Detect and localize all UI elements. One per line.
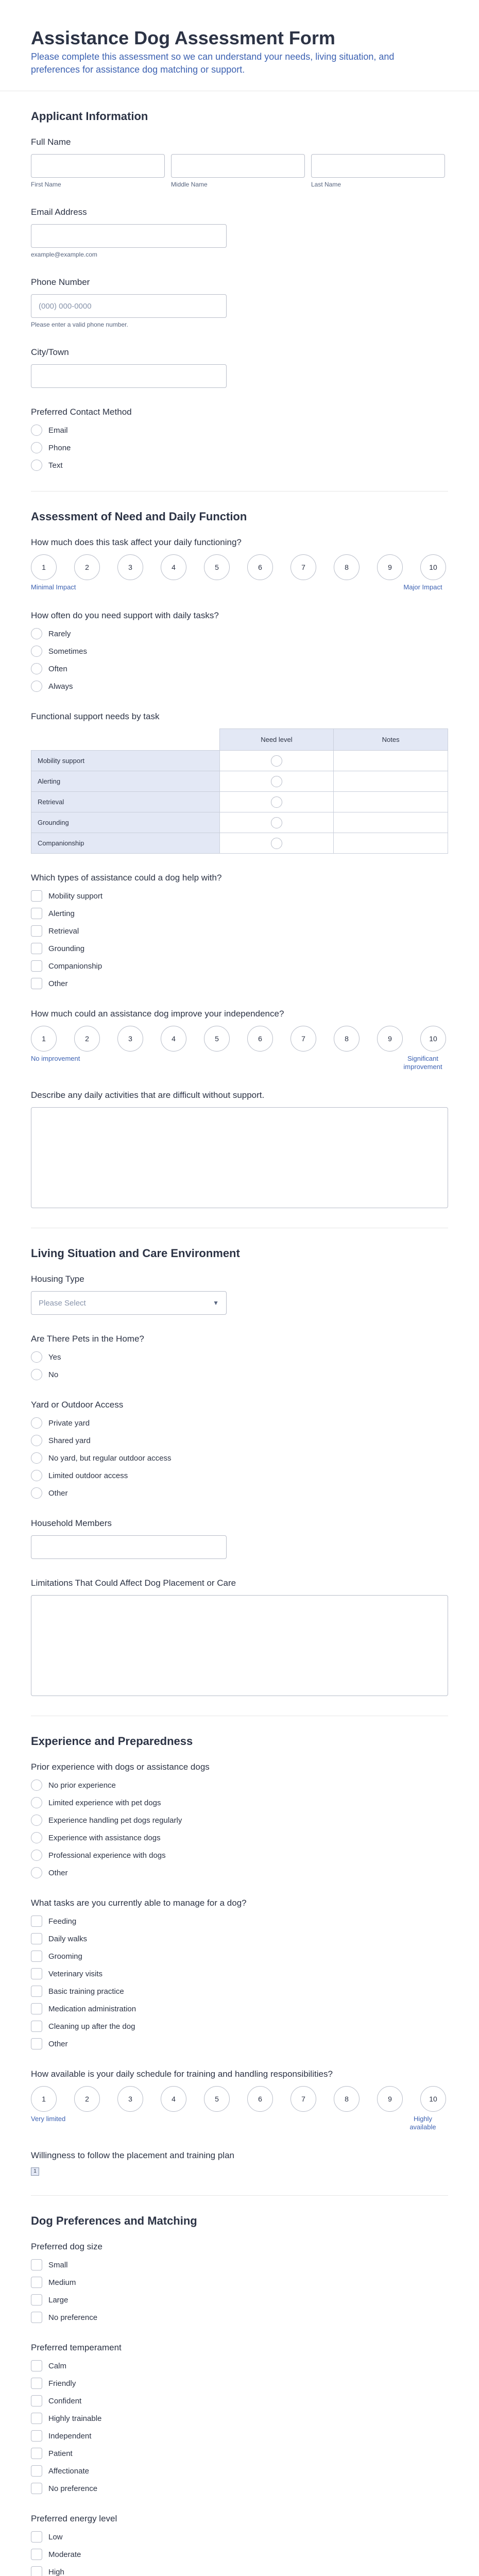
checkbox-label: Grooming: [48, 1952, 82, 1961]
checkbox-label: Retrieval: [48, 926, 79, 936]
radio-option[interactable]: [31, 645, 448, 657]
scale-button[interactable]: 9: [377, 2086, 403, 2112]
size-label: Preferred dog size: [31, 2242, 102, 2251]
chevron-down-icon: ▼: [213, 1299, 219, 1307]
describe-textarea[interactable]: [31, 1107, 448, 1208]
radio-label: Phone: [48, 443, 71, 452]
scale-button[interactable]: 3: [117, 1026, 143, 1052]
radio-circle[interactable]: [31, 1850, 42, 1861]
section-title-applicant: Applicant Information: [31, 110, 148, 123]
matrix-radio[interactable]: [271, 776, 282, 787]
checkbox[interactable]: [31, 2531, 42, 2543]
checkbox-option[interactable]: [31, 1915, 448, 1927]
checkbox-option[interactable]: [31, 2038, 448, 2050]
scale-button[interactable]: 6: [247, 2086, 273, 2112]
checkbox-option[interactable]: [31, 2020, 448, 2032]
checkbox-label: Basic training practice: [48, 1987, 124, 1996]
checkbox[interactable]: [31, 943, 42, 954]
scale-button[interactable]: 6: [247, 1026, 273, 1052]
middle-name-sublabel: Middle Name: [171, 181, 208, 188]
checkbox[interactable]: [31, 925, 42, 937]
pets-label: Are There Pets in the Home?: [31, 1334, 144, 1344]
radio-circle[interactable]: [31, 1832, 42, 1843]
radio-label: Always: [48, 682, 73, 691]
checkbox-label: Daily walks: [48, 1934, 88, 1943]
radio-option[interactable]: [31, 442, 448, 454]
housing-select[interactable]: [31, 1291, 227, 1315]
matrix-notes-cell[interactable]: [334, 771, 448, 792]
full-name-label: Full Name: [31, 137, 71, 147]
matrix-row: [31, 792, 448, 812]
scale-rating: [31, 554, 448, 580]
matrix-notes-cell[interactable]: [334, 751, 448, 771]
checkbox-option[interactable]: [31, 2566, 448, 2576]
last-name-input[interactable]: [311, 154, 445, 178]
energy-field: [31, 2513, 448, 2576]
radio-circle[interactable]: [31, 1780, 42, 1791]
radio-label: Sometimes: [48, 647, 88, 656]
radio-option[interactable]: [31, 628, 448, 640]
radio-circle[interactable]: [31, 1369, 42, 1380]
scale-button[interactable]: 2: [74, 554, 100, 580]
schedule-field: [31, 2069, 448, 2131]
checkbox[interactable]: [31, 978, 42, 989]
radio-option[interactable]: [31, 1814, 448, 1826]
radio-circle[interactable]: [31, 663, 42, 674]
phone-sublabel: Please enter a valid phone number.: [31, 321, 128, 328]
section-title-needs: Assessment of Need and Daily Function: [31, 510, 247, 523]
checkbox-option[interactable]: [31, 2360, 448, 2372]
matrix-column-header: Need level: [219, 729, 334, 751]
radio-circle[interactable]: [31, 1417, 42, 1429]
describe-field: [31, 1090, 448, 1208]
scale-max-label: Significant improvement: [403, 1055, 442, 1071]
scale-button[interactable]: 8: [334, 554, 360, 580]
matrix-row-label: Retrieval: [31, 792, 220, 812]
radio-label: Limited experience with pet dogs: [48, 1798, 161, 1807]
scale-min-label: Very limited: [31, 2115, 66, 2123]
checkbox[interactable]: [31, 2259, 42, 2270]
checkbox[interactable]: [31, 2566, 42, 2576]
tasks-label: What tasks are you currently able to manage for a dog?: [31, 1898, 247, 1908]
form-header: [0, 0, 479, 91]
checkbox-option[interactable]: [31, 890, 448, 902]
checkbox[interactable]: [31, 2038, 42, 2049]
checkbox-option[interactable]: [31, 2430, 448, 2442]
household-field: [31, 1518, 448, 1559]
needs-section: [31, 492, 448, 1228]
temperament-label: Preferred temperament: [31, 2343, 122, 2352]
phone-input[interactable]: (000) 000-0000: [31, 294, 227, 318]
checkbox-label: Large: [48, 2295, 69, 2304]
preferences-section: [31, 2196, 448, 2576]
radio-circle[interactable]: [31, 1797, 42, 1808]
radio-option[interactable]: [31, 1351, 448, 1363]
checkbox[interactable]: [31, 908, 42, 919]
temperament-field: [31, 2342, 448, 2495]
radio-option[interactable]: [31, 1417, 448, 1429]
checkbox-label: Affectionate: [48, 2466, 89, 2476]
checkbox-label: No preference: [48, 2484, 98, 2493]
scale-button[interactable]: 1: [31, 554, 57, 580]
radio-circle[interactable]: [31, 1815, 42, 1826]
radio-option[interactable]: [31, 1368, 448, 1381]
scale-rating: [31, 2086, 448, 2112]
city-input[interactable]: [31, 364, 227, 388]
section-title-living: Living Situation and Care Environment: [31, 1247, 240, 1260]
radio-label: Private yard: [48, 1418, 90, 1428]
checkbox[interactable]: [31, 1968, 42, 1979]
checkbox-label: High: [48, 2567, 64, 2576]
radio-option[interactable]: [31, 1452, 448, 1464]
matrix-radio[interactable]: [271, 755, 282, 767]
describe-label: Describe any daily activities that are difficult without support.: [31, 1090, 265, 1100]
checkbox-label: Veterinary visits: [48, 1969, 103, 1978]
checkbox-option[interactable]: [31, 960, 448, 972]
checkbox-option[interactable]: [31, 2311, 448, 2324]
checkbox[interactable]: [31, 1933, 42, 1944]
radio-label: No: [48, 1370, 59, 1379]
radio-option[interactable]: [31, 1797, 448, 1809]
applicant-section: [31, 91, 448, 492]
checkbox-label: Independent: [48, 2431, 92, 2441]
radio-label: Rarely: [48, 629, 71, 638]
yard-label: Yard or Outdoor Access: [31, 1400, 124, 1410]
radio-option[interactable]: [31, 680, 448, 692]
scale-button[interactable]: 7: [290, 2086, 316, 2112]
phone-field: [31, 277, 448, 328]
checkbox-label: Mobility support: [48, 891, 103, 901]
housing-select-placeholder: Please Select: [39, 1298, 86, 1308]
scale-button[interactable]: 9: [377, 1026, 403, 1052]
scale-min-label: Minimal Impact: [31, 583, 76, 591]
scale-button[interactable]: 9: [377, 554, 403, 580]
matrix-row-label: Companionship: [31, 833, 220, 854]
size-field: [31, 2241, 448, 2324]
scale-button[interactable]: 5: [204, 554, 230, 580]
radio-option[interactable]: [31, 1849, 448, 1861]
radio-label: No prior experience: [48, 1781, 116, 1790]
scale-button[interactable]: 5: [204, 2086, 230, 2112]
radio-circle[interactable]: [31, 1470, 42, 1481]
scale-button[interactable]: 2: [74, 2086, 100, 2112]
scale-button[interactable]: 7: [290, 554, 316, 580]
scale-button[interactable]: 10: [420, 554, 446, 580]
radio-option[interactable]: [31, 1434, 448, 1447]
checkbox[interactable]: [31, 2413, 42, 2424]
checkbox-option[interactable]: [31, 2548, 448, 2561]
scale-button[interactable]: 5: [204, 1026, 230, 1052]
checkbox-option[interactable]: [31, 2276, 448, 2289]
scale-button[interactable]: 4: [161, 554, 186, 580]
radio-circle[interactable]: [31, 442, 42, 453]
checkbox-label: Moderate: [48, 2550, 81, 2559]
checkbox-label: Highly trainable: [48, 2414, 102, 2423]
scale-max-label: Highly available: [409, 2115, 436, 2131]
radio-label: Yes: [48, 1352, 61, 1362]
radio-label: Email: [48, 426, 68, 435]
checkbox-label: Cleaning up after the dog: [48, 2022, 135, 2031]
checkbox-label: Other: [48, 979, 68, 988]
matrix-column-header: Notes: [334, 729, 448, 751]
housing-field: [31, 1274, 448, 1315]
living-section: [31, 1228, 448, 1716]
email-sublabel: example@example.com: [31, 251, 97, 258]
first-name-input[interactable]: [31, 154, 165, 178]
limitations-field: [31, 1578, 448, 1696]
matrix-row: [31, 771, 448, 792]
scale-button[interactable]: 1: [31, 2086, 57, 2112]
improve-field: [31, 1008, 448, 1071]
radio-label: Other: [48, 1488, 68, 1498]
form-subtitle: Please complete this assessment so we can understand your needs, living situation, and preferences for assistance dog matching or support.: [31, 52, 395, 75]
matrix-notes-cell[interactable]: [334, 833, 448, 854]
checkbox-label: Friendly: [48, 2379, 76, 2388]
radio-option[interactable]: [31, 424, 448, 436]
checkbox-label: Medication administration: [48, 2004, 136, 2013]
radio-option[interactable]: [31, 1487, 448, 1499]
willingness-toggle[interactable]: 1: [31, 2167, 39, 2176]
checkbox-label: Confident: [48, 2396, 82, 2405]
checkbox-option[interactable]: [31, 1985, 448, 1997]
radio-circle[interactable]: [31, 1487, 42, 1499]
checkbox[interactable]: [31, 2360, 42, 2371]
full-name-field: [31, 137, 448, 188]
matrix-radio[interactable]: [271, 838, 282, 849]
scale-button[interactable]: 10: [420, 1026, 446, 1052]
checkbox[interactable]: [31, 2003, 42, 2014]
limitations-textarea[interactable]: [31, 1595, 448, 1696]
scale-rating: [31, 1026, 448, 1052]
checkbox-option[interactable]: [31, 2447, 448, 2460]
checkbox[interactable]: [31, 2430, 42, 2442]
assistance-types-field: [31, 872, 448, 990]
limitations-label: Limitations That Could Affect Dog Placement or Care: [31, 1578, 236, 1588]
checkbox-option[interactable]: [31, 1933, 448, 1945]
schedule-label: How available is your daily schedule for training and handling responsibilities?: [31, 2069, 333, 2079]
checkbox[interactable]: [31, 2465, 42, 2477]
household-input[interactable]: [31, 1535, 227, 1559]
phone-label: Phone Number: [31, 277, 90, 287]
support-matrix: [31, 728, 448, 854]
checkbox-option[interactable]: [31, 907, 448, 920]
checkbox-option[interactable]: [31, 942, 448, 955]
scale-button[interactable]: 7: [290, 1026, 316, 1052]
yard-field: [31, 1399, 448, 1499]
scale-button[interactable]: 3: [117, 554, 143, 580]
frequency-label: How often do you need support with daily tasks?: [31, 611, 219, 620]
checkbox[interactable]: [31, 2549, 42, 2560]
checkbox-label: Medium: [48, 2278, 76, 2287]
checkbox-option[interactable]: [31, 1950, 448, 1962]
scale-button[interactable]: 4: [161, 2086, 186, 2112]
checkbox-option[interactable]: [31, 925, 448, 937]
scale-max-label: Major Impact: [403, 583, 442, 591]
city-label: City/Town: [31, 347, 69, 357]
middle-name-input[interactable]: [171, 154, 305, 178]
checkbox[interactable]: [31, 2395, 42, 2406]
radio-circle[interactable]: [31, 646, 42, 657]
checkbox[interactable]: [31, 2312, 42, 2323]
checkbox-label: Low: [48, 2532, 63, 2541]
matrix-row: [31, 751, 448, 771]
radio-circle[interactable]: [31, 1867, 42, 1878]
checkbox[interactable]: [31, 960, 42, 972]
housing-label: Housing Type: [31, 1274, 84, 1284]
checkbox-label: Patient: [48, 2449, 73, 2458]
checkbox-option[interactable]: [31, 2412, 448, 2425]
contact-method-label: Preferred Contact Method: [31, 407, 132, 417]
checkbox[interactable]: [31, 2483, 42, 2494]
radio-circle[interactable]: [31, 1351, 42, 1363]
radio-circle[interactable]: [31, 1452, 42, 1464]
radio-label: Experience handling pet dogs regularly: [48, 1816, 182, 1825]
radio-label: Often: [48, 664, 67, 673]
last-name-sublabel: Last Name: [311, 181, 341, 188]
email-field: [31, 207, 448, 258]
checkbox-label: Calm: [48, 2361, 67, 2370]
section-title-experience: Experience and Preparedness: [31, 1735, 193, 1748]
matrix-notes-cell[interactable]: [334, 792, 448, 812]
scale-button[interactable]: 4: [161, 1026, 186, 1052]
willingness-field: [31, 2150, 448, 2176]
radio-option[interactable]: [31, 663, 448, 675]
checkbox-label: Alerting: [48, 909, 75, 918]
matrix-row: [31, 833, 448, 854]
section-title-preferences: Dog Preferences and Matching: [31, 2214, 197, 2227]
scale-button[interactable]: 1: [31, 1026, 57, 1052]
radio-option[interactable]: [31, 459, 448, 471]
radio-circle[interactable]: [31, 425, 42, 436]
matrix-radio[interactable]: [271, 817, 282, 828]
checkbox-option[interactable]: [31, 2377, 448, 2389]
tasks-field: [31, 1897, 448, 2050]
email-label: Email Address: [31, 207, 87, 217]
radio-circle[interactable]: [31, 681, 42, 692]
radio-circle[interactable]: [31, 628, 42, 639]
checkbox-option[interactable]: [31, 2003, 448, 2015]
matrix-row-label: Grounding: [31, 812, 220, 833]
support-matrix-label: Functional support needs by task: [31, 711, 160, 721]
checkbox-option[interactable]: [31, 2465, 448, 2477]
support-matrix-field: [31, 711, 448, 854]
radio-option[interactable]: [31, 1779, 448, 1791]
checkbox[interactable]: [31, 1986, 42, 1997]
frequency-field: [31, 610, 448, 692]
scale-button[interactable]: 2: [74, 1026, 100, 1052]
checkbox-option[interactable]: [31, 977, 448, 990]
scale-min-label: No improvement: [31, 1055, 80, 1062]
scale-button[interactable]: 8: [334, 1026, 360, 1052]
matrix-row-label: Alerting: [31, 771, 220, 792]
checkbox-option[interactable]: [31, 1968, 448, 1980]
checkbox-label: Small: [48, 2260, 68, 2269]
checkbox[interactable]: [31, 2021, 42, 2032]
form-title: Assistance Dog Assessment Form: [31, 27, 335, 48]
checkbox-label: Feeding: [48, 1917, 77, 1926]
radio-label: Text: [48, 461, 63, 470]
matrix-row-label: Mobility support: [31, 751, 220, 771]
checkbox[interactable]: [31, 2277, 42, 2288]
pets-field: [31, 1333, 448, 1381]
radio-option[interactable]: [31, 1867, 448, 1879]
improve-label: How much could an assistance dog improve your independence?: [31, 1009, 284, 1019]
scale-button[interactable]: 10: [420, 2086, 446, 2112]
radio-label: Other: [48, 1868, 68, 1877]
checkbox-option[interactable]: [31, 2531, 448, 2543]
contact-method-field: [31, 406, 448, 471]
assistance-types-label: Which types of assistance could a dog help with?: [31, 873, 222, 883]
checkbox-label: No preference: [48, 2313, 98, 2322]
willingness-label: Willingness to follow the placement and training plan: [31, 2150, 235, 2160]
checkbox-option[interactable]: [31, 2482, 448, 2495]
checkbox[interactable]: [31, 2378, 42, 2389]
radio-circle[interactable]: [31, 1435, 42, 1446]
checkbox[interactable]: [31, 1951, 42, 1962]
checkbox[interactable]: [31, 2448, 42, 2459]
scale-button[interactable]: 8: [334, 2086, 360, 2112]
radio-label: Limited outdoor access: [48, 1471, 128, 1480]
checkbox-label: Grounding: [48, 944, 85, 953]
task-effect-label: How much does this task affect your daily functioning?: [31, 537, 242, 547]
checkbox[interactable]: [31, 2294, 42, 2306]
radio-label: Experience with assistance dogs: [48, 1833, 161, 1842]
city-field: [31, 347, 448, 388]
checkbox-option[interactable]: [31, 2395, 448, 2407]
checkbox[interactable]: [31, 890, 42, 902]
checkbox[interactable]: [31, 1916, 42, 1927]
task-effect-field: [31, 537, 448, 591]
radio-label: Shared yard: [48, 1436, 91, 1445]
experience-section: [31, 1716, 448, 2196]
scale-button[interactable]: 6: [247, 554, 273, 580]
prior-experience-field: [31, 1761, 448, 1879]
energy-label: Preferred energy level: [31, 2514, 117, 2523]
radio-circle[interactable]: [31, 460, 42, 471]
checkbox-option[interactable]: [31, 2294, 448, 2306]
matrix-row: [31, 812, 448, 833]
checkbox-label: Companionship: [48, 961, 102, 971]
checkbox-label: Other: [48, 2039, 68, 2048]
household-label: Household Members: [31, 1518, 112, 1528]
email-input[interactable]: [31, 224, 227, 248]
radio-option[interactable]: [31, 1832, 448, 1844]
scale-button[interactable]: 3: [117, 2086, 143, 2112]
radio-label: No yard, but regular outdoor access: [48, 1453, 172, 1463]
matrix-corner: [31, 729, 220, 751]
radio-option[interactable]: [31, 1469, 448, 1482]
first-name-sublabel: First Name: [31, 181, 61, 188]
checkbox-option[interactable]: [31, 2259, 448, 2271]
matrix-radio[interactable]: [271, 796, 282, 808]
matrix-notes-cell[interactable]: [334, 812, 448, 833]
radio-label: Professional experience with dogs: [48, 1851, 166, 1860]
prior-experience-label: Prior experience with dogs or assistance dogs: [31, 1762, 210, 1772]
